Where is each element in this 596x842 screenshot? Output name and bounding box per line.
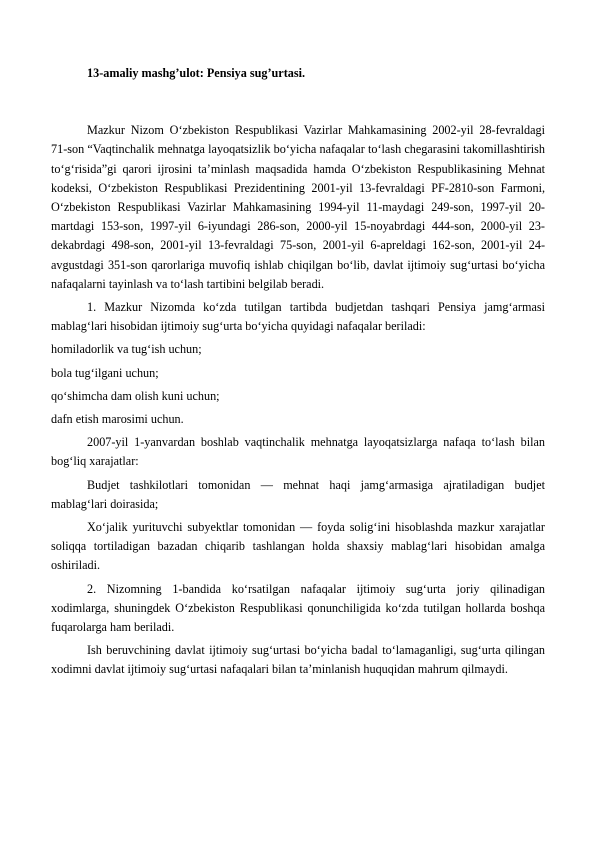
paragraph-main-4: 2. Nizomning 1-bandida ko‘rsatilgan nafaqalar ijtimoiy sug‘urta joriy qilinadigan xodimlarga, shuningdek O‘zbekiston Respublikasi qonunchiligida ko‘zda tutilgan hollarda boshqa fuqarolarga ham beriladi. bbox=[51, 581, 545, 635]
list-item-4: dafn etish marosimi uchun. bbox=[51, 412, 184, 427]
document-title: 13-amaliy mashg’ulot: Pensiya sug’urtasi. bbox=[87, 66, 306, 80]
paragraph-main-3: Xo‘jalik yurituvchi subyektlar tomonidan — foyda solig‘ini hisoblashda mazkur xarajatlar soliqqa tortiladigan bazadan chiqarib tashlangan holda shaxsiy mablag‘lari hisobidan amalga oshiriladi. bbox=[51, 520, 545, 573]
paragraph-main-1: 2007-yil 1-yanvardan boshlab vaqtinchalik mehnatga layoqatsizlarga nafaqa to‘lash bilan bog‘liq xarajatlar: bbox=[51, 435, 545, 469]
list-item-3: qo‘shimcha dam olish kuni uchun; bbox=[51, 388, 220, 403]
paragraph-main-5: Ish beruvchining davlat ijtimoiy sug‘urtasi bo‘yicha badal to‘lamaganligi, sug‘urta qilingan xodimni davlat ijtimoiy sug‘urtasi nafaqalari bilan ta’minlanish huquqidan mahrum qilmaydi. bbox=[51, 643, 545, 677]
list-item-2: bola tug‘ilgani uchun; bbox=[51, 365, 159, 380]
paragraph-intro-1: Mazkur Nizom O‘zbekiston Respublikasi Vazirlar Mahkamasining 2002-yil 28-fevraldagi 71-son “Vaqtinchalik mehnatga layoqatsizlik bo‘yicha nafaqalar to‘lash chegarasini takomillashtirish to‘g‘risida”gi qarori ijrosini ta’minlash maqsadida hamda O‘zbekiston Respublikasining Mehnat kodeksi, O‘zbekiston Respublikasi Prezidentining 2001-yil 13-fevraldagi PF-2810-son Farmoni, O‘zbekiston Respublikasi Vazirlar Mahkamasining 1994-yil 11-maydagi 249-son, 1997-yil 20-martdagi 153-son, 1997-yil 6-iyundagi 286-son, 2000-yil 15-noyabrdagi 444-son, 2000-yil 23-dekabrdagi 498-son, 2001-yil 13-fevraldagi 75-son, 2001-yil 6-apreldagi 162-son, 2001-yil 24-avgustdagi 351-son qarorlariga muvofiq ishlab chiqilgan bo‘lib, davlat ijtimoiy sug‘urtasi bo‘yicha nafaqalarni tayinlash va to‘lash tartibini belgilab beradi. bbox=[51, 123, 545, 291]
paragraph-main-2: Budjet tashkilotlari tomonidan — mehnat haqi jamg‘armasiga ajratiladigan budjet mablag‘lari doirasida; bbox=[51, 477, 545, 511]
list-item-1: homiladorlik va tug‘ish uchun; bbox=[51, 342, 202, 357]
document-body bbox=[51, 64, 545, 684]
paragraph-intro-2: 1. Mazkur Nizomda ko‘zda tutilgan tartibda budjetdan tashqari Pensiya jamg‘armasi mablag‘lari hisobidan ijtimoiy sug‘urta bo‘yicha quyidagi nafaqalar beriladi: bbox=[51, 300, 545, 334]
